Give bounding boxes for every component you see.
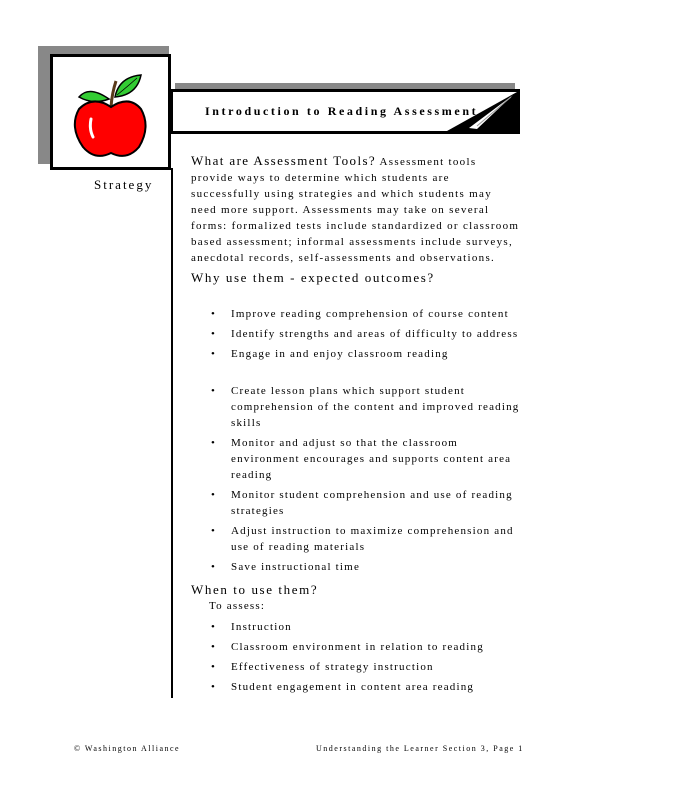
apple-icon [71,67,151,162]
intro-lead: What are Assessment Tools? [191,153,377,168]
when-subheading: To assess: [209,600,266,612]
list-item: • Engage in and enjoy classroom reading [211,348,449,360]
list-item: • Adjust instruction to maximize comprehension and use of reading materials [211,525,514,553]
pen-nib-icon [447,92,517,131]
footer-copyright: © Washington Alliance [74,744,181,753]
intro-paragraph [191,153,521,266]
list-item: • Save instructional time [211,561,361,573]
vertical-divider [171,168,173,698]
title-banner [170,89,520,134]
list-item: • Monitor student comprehension and use of reading strategies [211,489,513,517]
outcomes-list-a [211,306,521,366]
intro-body: Assessment tools provide ways to determine which students are successfully using strategies and which students may need more support. Assessments may take on several forms: formalized tests include standardized or classroom based assessment; informal assessments include surveys, anecdotal records, self-assessments and observations. [191,156,520,264]
list-item: • Create lesson plans which support student comprehension of the content and improved reading skills [211,385,520,429]
page-title: Introduction to Reading Assessment [205,104,479,118]
outcomes-list-b [211,383,521,579]
list-item: • Improve reading comprehension of course content [211,308,509,320]
apple-logo-box [50,54,171,170]
list-item: • Instruction [211,621,292,633]
section-label: Strategy [94,177,154,192]
when-heading: When to use them? [191,582,319,597]
when-list [211,619,521,699]
why-heading: Why use them - expected outcomes? [191,270,435,285]
footer-page-number: Understanding the Learner Section 3, Page 1 [316,744,524,753]
list-item: • Effectiveness of strategy instruction [211,661,434,673]
list-item: • Classroom environment in relation to reading [211,641,484,653]
list-item: • Identify strengths and areas of difficulty to address [211,328,519,340]
list-item: • Student engagement in content area reading [211,681,475,693]
list-item: • Monitor and adjust so that the classroom environment encourages and supports content area reading [211,437,512,481]
